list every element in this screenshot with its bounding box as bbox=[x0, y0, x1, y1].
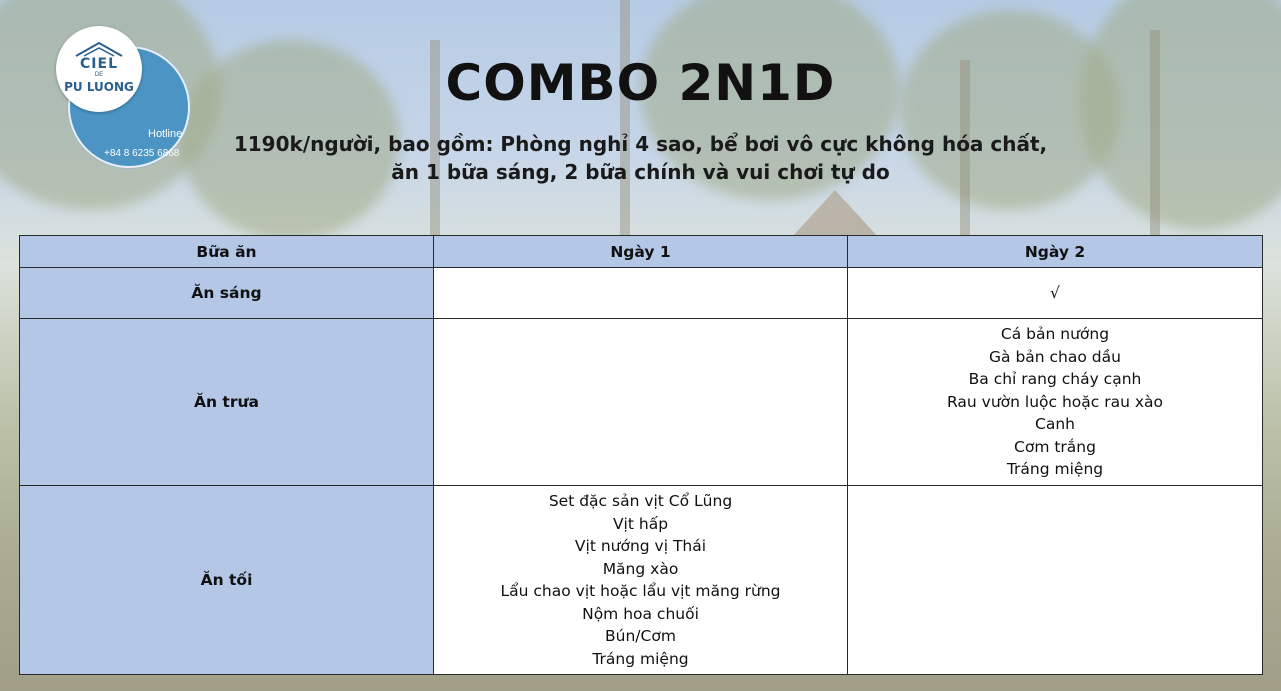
dish-item: Vịt hấp bbox=[612, 514, 669, 533]
dish-item: Canh bbox=[1035, 415, 1075, 434]
header-day-1: Ngày 1 bbox=[434, 236, 848, 268]
dish-item: Nộm hoa chuối bbox=[582, 604, 699, 623]
dish-item: Rau vườn luộc hoặc rau xào bbox=[946, 392, 1163, 411]
dish-item: Măng xào bbox=[602, 559, 679, 578]
dish-item: Gà bản chao dầu bbox=[989, 347, 1121, 366]
dish-item: Ba chỉ rang cháy cạnh bbox=[968, 370, 1142, 389]
dish-item: Vịt nướng vị Thái bbox=[574, 537, 707, 555]
dish-item: Cơm trắng bbox=[1014, 437, 1096, 456]
dish-item: Bún/Cơm bbox=[605, 627, 676, 645]
meal-label-lunch: Ăn trưa bbox=[20, 319, 434, 486]
subtitle-line-2: ăn 1 bữa sáng, 2 bữa chính và vui chơi tự do bbox=[391, 160, 890, 184]
dinner-day-2 bbox=[848, 486, 1263, 675]
lunch-day-1 bbox=[434, 319, 848, 486]
table-row-lunch bbox=[20, 319, 1263, 486]
header-meal: Bữa ăn bbox=[20, 236, 434, 268]
hotline-label: Hotline bbox=[148, 128, 183, 140]
table-row-breakfast bbox=[20, 268, 1263, 319]
subtitle-line-1: 1190k/người, bao gồm: Phòng nghỉ 4 sao, bể bơi vô cực không hóa chất, bbox=[233, 132, 1048, 156]
dish-item: Lẩu chao vịt hoặc lẩu vịt măng rừng bbox=[500, 582, 781, 600]
page-title: COMBO 2N1D bbox=[445, 54, 836, 112]
meal-label-breakfast: Ăn sáng bbox=[20, 268, 434, 319]
breakfast-day-1 bbox=[434, 268, 848, 319]
dish-item: Cá bản nướng bbox=[1000, 325, 1110, 344]
table-header-row bbox=[20, 236, 1263, 268]
page-subtitle bbox=[0, 130, 1281, 186]
header-day-2: Ngày 2 bbox=[848, 236, 1263, 268]
logo-text-de: DE bbox=[94, 72, 104, 78]
meal-label-dinner: Ăn tối bbox=[20, 486, 434, 675]
dish-item: Tráng miệng bbox=[1006, 460, 1104, 479]
breakfast-day-2 bbox=[848, 268, 1263, 319]
dish-item: Set đặc sản vịt Cổ Lũng bbox=[548, 492, 733, 510]
hotline-number: +84 8 6235 6868 bbox=[104, 148, 180, 159]
logo-text-ciel: CIEL bbox=[80, 56, 118, 72]
lunch-day-2 bbox=[848, 319, 1263, 486]
dinner-day-1 bbox=[434, 486, 848, 675]
dish-item: √ bbox=[1050, 283, 1060, 302]
meal-schedule-table bbox=[19, 235, 1263, 675]
logo-text-puluong: PU LUONG bbox=[64, 80, 134, 94]
table-row-dinner bbox=[20, 486, 1263, 675]
dish-item: Tráng miệng bbox=[592, 649, 689, 668]
